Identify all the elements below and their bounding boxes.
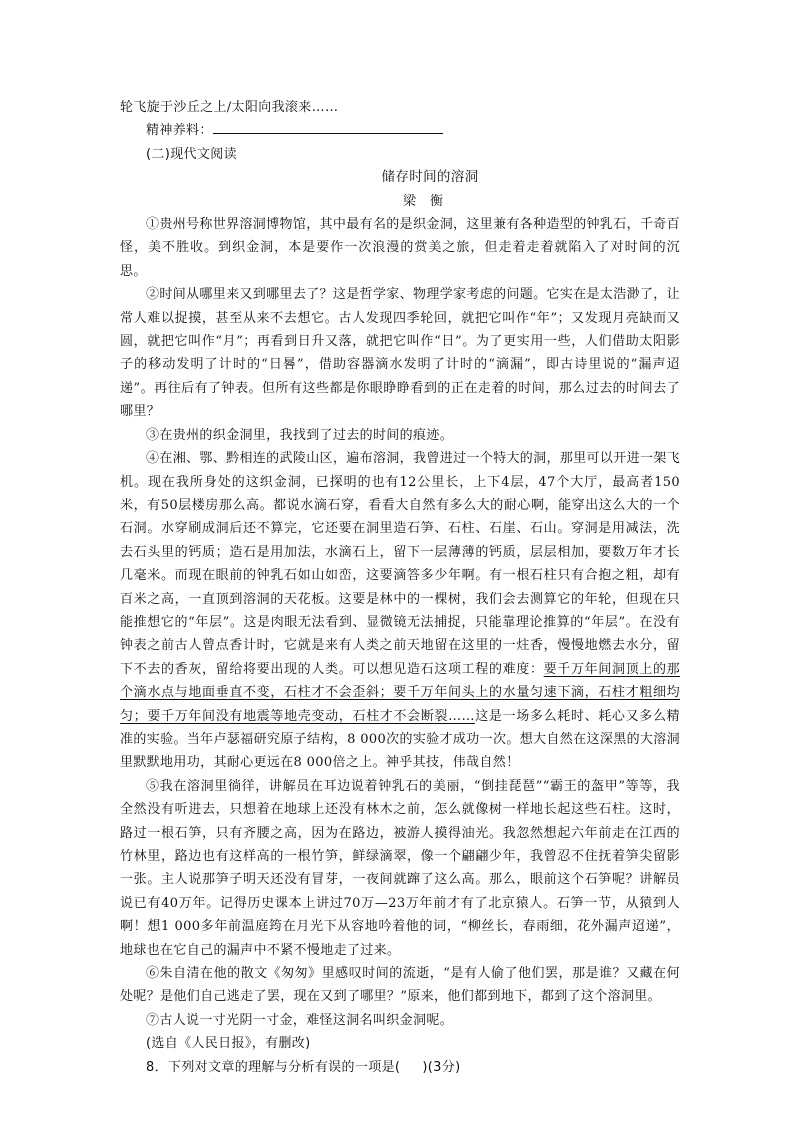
page-content <box>120 96 680 1079</box>
question-8-prefix: 8．下列对文章的理解与分析有误的一项是( <box>146 1059 401 1075</box>
answer-blank-line[interactable] <box>213 119 443 134</box>
paragraph-7: ⑦古人说一寸光阴一寸金，难怪这洞名叫织金洞呢。 <box>146 1012 454 1028</box>
paragraph-5: ⑤我在溶洞里徜徉，讲解员在耳边说着钟乳石的美丽，“倒挂琵琶”“霸王的盔甲”等等，我全然没有听进去，只想着在地球上还没有林木之前，怎么就像树一样地长起这些石柱。这时，路过一根石笋，只有齐腰之高，因为在路边，被游人摸得油光。我忽然想起六年前走在江西的竹林里，路边也有这样高的一根竹笋，鲜绿滴翠，像一个翩翩少年，我曾忍不住抚着笋尖留影一张。主人说那笋子明天还没有冒芽，一夜间就蹿了这么高。那么，眼前这个石笋呢？讲解员说已有40万年。记得历史课本上讲过70万—23万年前才有了北京猿人。石笋一节，从猿到人啊！想1 000多年前温庭筠在月光下从容地吟着他的词，“柳丝长，春雨细，花外漏声迢递”，地球也在它自己的漏声中不紧不慢地走了过来。 <box>120 778 680 958</box>
spirit-answer-row <box>120 119 680 142</box>
paragraph-1: ①贵州号称世界溶洞博物馆，其中最有名的是织金洞，这里兼有各种造型的钟乳石，千奇百怪，美不胜收。到织金洞，本是要作一次浪漫的赏美之旅，但走着走着就陷入了对时间的沉思。 <box>120 217 681 279</box>
article-title: 储存时间的溶洞 <box>381 169 479 186</box>
question-8 <box>120 1056 680 1079</box>
article-author: 梁衡 <box>402 193 457 209</box>
poem-tail-line: 轮飞旋于沙丘之上/太阳向我滚来…… <box>120 100 339 115</box>
paragraph-4-body: ④在湘、鄂、黔相连的武陵山区，遍布溶洞，我曾进过一个特大的洞，那里可以开进一架飞机。现在我所身处的这织金洞，已探明的也有12公里长，上下4层，47个大厅，最高者150米，有50层楼房那么高。都说水滴石穿，看看大自然有多么大的耐心啊，能穿出这么大的一个石洞。水穿刷成洞后还不算完，它还要在洞里造石笋、石柱、石崖、石山。穿洞是用减法，洗去石头里的钙质；造石是用加法，水滴石上，留下一层薄薄的钙质，层层相加，要数万年才长几毫米。而现在眼前的钟乳石如山如峦，这要滴答多少年啊。有一根石柱只有合抱之粗，却有百米之高，一直顶到溶洞的天花板。这要是林中的一棵树，我们会去测算它的年轮，但现在只能推想它的“年层”。这是肉眼无法看到、显微镜无法捕捉，只能靠理论推算的“年层”。在没有钟表之前古人曾点香计时，它就是来有人类之前天地留在这里的一炷香，慢慢地燃去水分，留下不去的香灰，留给将要出现的人类。可以想见造石这项工程的难度： <box>120 451 681 677</box>
question-8-suffix: )(3分) <box>422 1059 461 1075</box>
article-source: (选自《人民日报》，有删改) <box>146 1036 311 1052</box>
paragraph-4-tail: 这是一场多么耗时、耗心又多么精准的实验。当年卢瑟福研究原子结构，8 000次的实验才成功一次。想大自然在这深黑的大溶洞里默默地用功，其耐心更远在8 000倍之上。神乎其技，伟哉自然！ <box>120 708 680 771</box>
paragraph-6: ⑥朱自清在他的散文《匆匆》里感叹时间的流逝，“是有人偷了他们罢，那是谁？又藏在何处呢？是他们自己逃走了罢，现在又到了哪里？”原来，他们都到地下，都到了这个溶洞里。 <box>120 966 680 1005</box>
paragraph-2: ②时间从哪里来又到哪里去了？这是哲学家、物理学家考虑的问题。它实在是太浩渺了，让常人难以捉摸，甚至从来不去想它。古人发现四季轮回，就把它叫作“年”；又发现月亮缺而又圆，就把它叫作“月”；再看到日升又落，就把它叫作“日”。为了更实用一些，人们借助太阳影子的移动发明了计时的“日晷”，借助容器滴水发明了计时的“滴漏”，即古诗里说的“漏声迢递”。再往后有了钟表。但所有这些都是你眼睁睁看到的正在走着的时间，那么过去的时间去了哪里？ <box>120 287 681 420</box>
paragraph-4 <box>120 447 680 775</box>
paragraph-3: ③在贵州的织金洞里，我找到了过去的时间的痕迹。 <box>146 427 454 443</box>
paragraph-4-underlined: 要千万年间洞顶上的那个滴水点与地面垂直不变，石柱才不会歪斜；要千万年间头上的水量匀速下滴，石柱才粗细均匀；要千万年间没有地震等地壳变动，石柱才不会断裂…… <box>120 661 680 724</box>
section-heading: (二)现代文阅读 <box>146 146 237 162</box>
spirit-label: 精神养料： <box>146 123 213 139</box>
